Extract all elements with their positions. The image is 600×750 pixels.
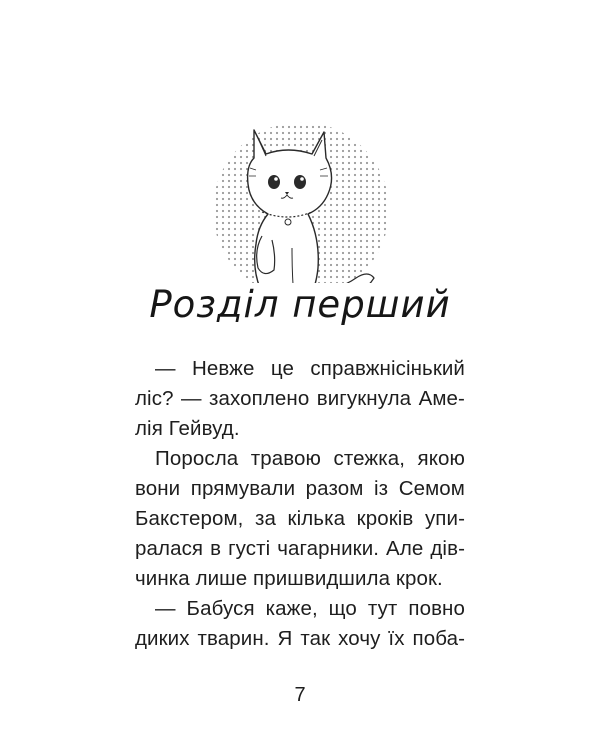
text-line: — Бабуся каже, що тут повно — [155, 597, 465, 620]
text-line: — Невже це справжнісінький — [155, 357, 465, 380]
text-line: лія Гейвуд. — [135, 417, 240, 440]
text-line: ралася в густі чагарники. Але дів- — [135, 537, 465, 560]
kitten-eye-right — [294, 175, 306, 189]
text-line: Бакстером, за кілька кроків упи- — [135, 507, 465, 530]
kitten-eye-left — [268, 175, 280, 189]
page-number: 7 — [294, 684, 306, 706]
text-line: Поросла травою стежка, якою — [155, 447, 465, 470]
chapter-title — [0, 283, 600, 326]
text-line: вони прямували разом із Семом — [135, 477, 465, 500]
text-line: диких тварин. Я так хочу їх поба- — [135, 627, 465, 650]
text-line: чинка лише пришвидшила крок. — [135, 567, 443, 590]
chapter-body — [135, 354, 465, 654]
chapter-title-text: Розділ перший — [143, 283, 456, 326]
text-line: ліс? — захоплено вигукнула Аме- — [135, 387, 465, 410]
